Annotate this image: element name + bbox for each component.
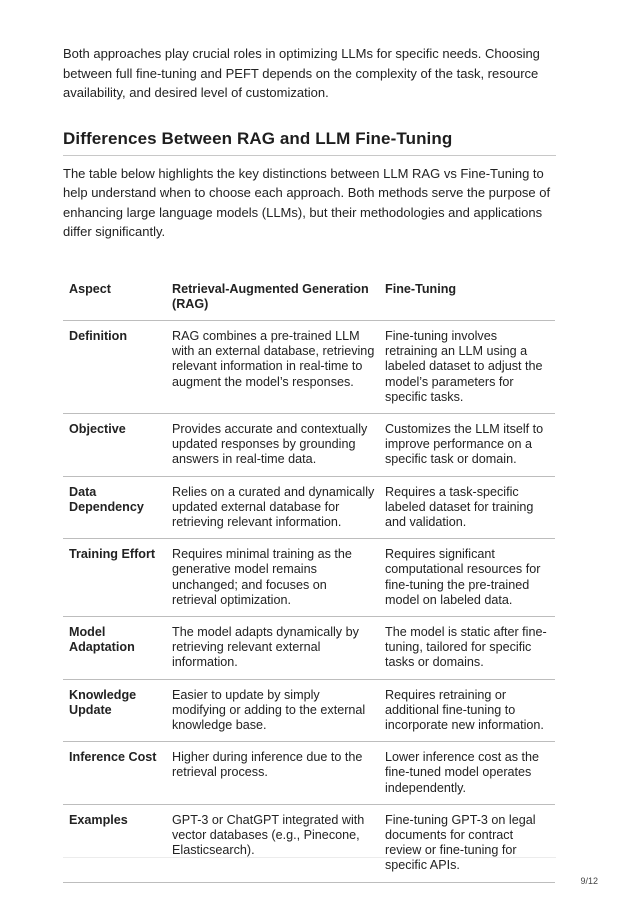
row-aspect-cell: Inference Cost [69, 750, 157, 765]
row-aspect-cell: Definition [69, 328, 128, 343]
row-rag-cell: The model adapts dynamically by retrieving relevant external information. [172, 624, 359, 670]
row-aspect-cell: Objective [69, 421, 126, 436]
table-row [63, 616, 555, 679]
row-rag-cell: Higher during inference due to the retrieval process. [172, 750, 363, 780]
row-aspect-cell: Examples [69, 812, 128, 827]
row-rag-cell: Provides accurate and contextually updated responses by grounding answers in real-time data. [172, 421, 368, 467]
row-fine-tuning-cell: Requires significant computational resources for fine-tuning the pre-trained model on labeled data. [385, 547, 541, 607]
document-body [63, 44, 556, 883]
row-fine-tuning-cell: Fine-tuning GPT-3 on legal documents for contract review or fine-tuning for specific APIs. [385, 812, 536, 873]
table-row [63, 476, 555, 539]
page-number: 9/12 [580, 876, 598, 886]
table-header-row [63, 274, 555, 321]
row-fine-tuning-cell: The model is static after fine-tuning, tailored for specific tasks or domains. [385, 624, 547, 670]
comparison-table [63, 274, 555, 883]
table-row [63, 742, 555, 805]
table-row [63, 804, 555, 882]
row-fine-tuning-cell: Requires retraining or additional fine-tuning to incorporate new information. [385, 687, 544, 732]
row-aspect-cell: Data Dependency [69, 484, 144, 514]
header-aspect: Aspect [69, 281, 111, 296]
section-heading: Differences Between RAG and LLM Fine-Tuning [63, 129, 556, 156]
row-rag-cell: RAG combines a pre-trained LLM with an external database, retrieving relevant information in real-time to augment the model’s responses. [172, 328, 375, 389]
intro-paragraph: Both approaches play crucial roles in optimizing LLMs for specific needs. Choosing between full fine-tuning and PEFT depends on the complexity of the task, resource availability, and desired level of customization. [63, 46, 540, 100]
row-aspect-cell: Training Effort [69, 547, 156, 562]
row-rag-cell: Relies on a curated and dynamically updated external database for retrieving relevant information. [172, 484, 375, 529]
row-aspect-cell: Model Adaptation [69, 624, 135, 655]
row-rag-cell: Easier to update by simply modifying or adding to the external knowledge base. [172, 687, 366, 732]
table-row [63, 679, 555, 742]
header-fine-tuning: Fine-Tuning [385, 281, 457, 296]
row-rag-cell: Requires minimal training as the generative model remains unchanged; and focuses on retrieval optimization. [172, 547, 352, 607]
row-fine-tuning-cell: Lower inference cost as the fine-tuned model operates independently. [385, 750, 540, 795]
table-row [63, 320, 555, 413]
row-fine-tuning-cell: Customizes the LLM itself to improve performance on a specific task or domain. [385, 421, 544, 467]
section-paragraph: The table below highlights the key distinctions between LLM RAG vs Fine-Tuning to help understand when to choose each approach. Both methods serve the purpose of enhancing large language models (LLMs), but their methodologies and applications differ significantly. [63, 165, 551, 239]
header-rag: Retrieval-Augmented Generation (RAG) [172, 281, 369, 311]
row-fine-tuning-cell: Fine-tuning involves retraining an LLM using a labeled dataset to adjust the model’s parameters for specific tasks. [385, 328, 543, 404]
table-row [63, 413, 555, 476]
footer-divider [63, 857, 556, 858]
row-aspect-cell: Knowledge Update [69, 687, 137, 717]
table-row [63, 539, 555, 617]
row-fine-tuning-cell: Requires a task-specific labeled dataset for training and validation. [385, 484, 534, 529]
row-rag-cell: GPT-3 or ChatGPT integrated with vector databases (e.g., Pinecone, Elasticsearch). [172, 812, 365, 858]
